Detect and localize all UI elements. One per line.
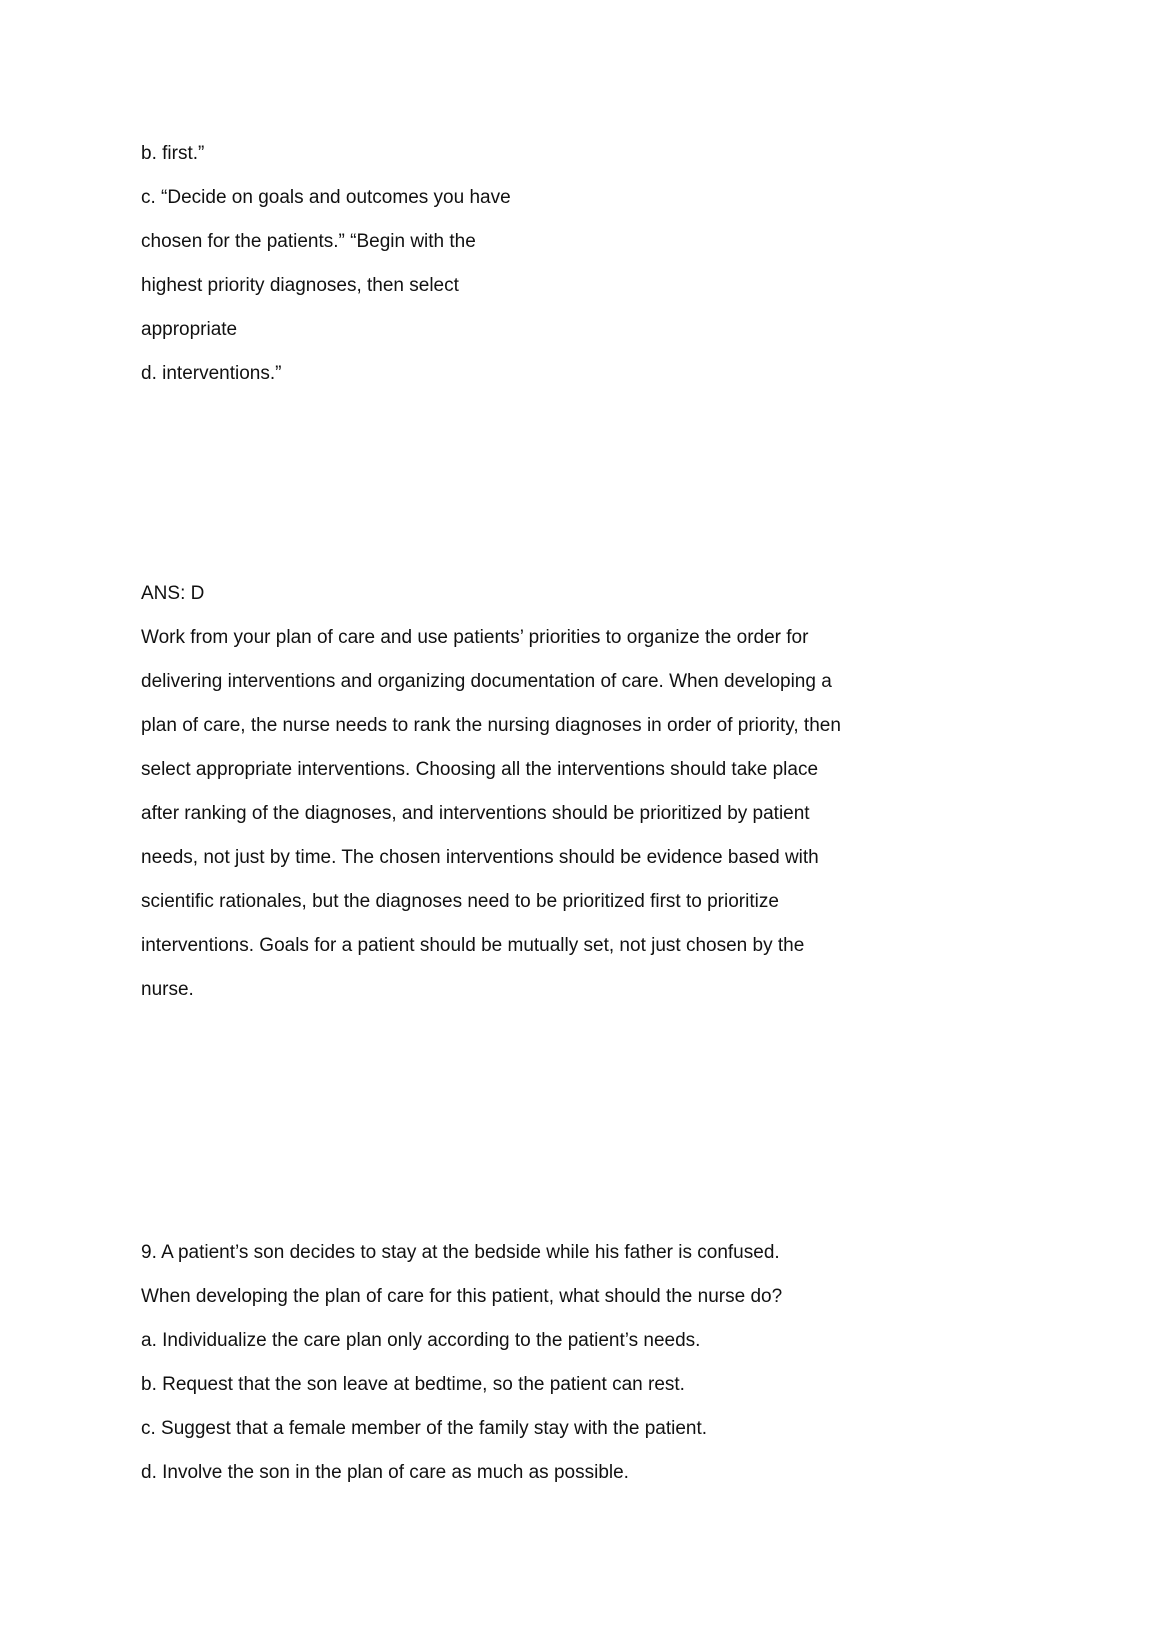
rationale-line: delivering interventions and organizing documentation of care. When developing a [141,671,832,692]
rationale-line: select appropriate interventions. Choosing all the interventions should take place [141,759,819,780]
rationale-line: after ranking of the diagnoses, and interventions should be prioritized by patient [141,803,810,824]
answer-label: ANS: D [141,583,205,604]
answer-option-c: c. Suggest that a female member of the family stay with the patient. [141,1418,708,1439]
answer-option-b: b. Request that the son leave at bedtime, so the patient can rest. [141,1374,685,1395]
option-line: appropriate [141,319,238,340]
option-line: b. first.” [141,143,205,164]
option-line: highest priority diagnoses, then select [141,275,459,296]
answer-option-a: a. Individualize the care plan only according to the patient’s needs. [141,1330,701,1351]
question-9 [141,1231,901,1495]
rationale-line: needs, not just by time. The chosen interventions should be evidence based with [141,847,819,868]
rationale-line: interventions. Goals for a patient should be mutually set, not just chosen by the [141,935,805,956]
rationale-line: plan of care, the nurse needs to rank the nursing diagnoses in order of priority, then [141,715,841,736]
rationale-line: nurse. [141,979,194,1000]
rationale-line: Work from your plan of care and use patients’ priorities to organize the order for [141,627,809,648]
previous-question-continuation [141,132,901,396]
question-stem-line: When developing the plan of care for this patient, what should the nurse do? [141,1286,783,1307]
rationale-line: scientific rationales, but the diagnoses need to be prioritized first to prioritize [141,891,779,912]
option-line: chosen for the patients.” “Begin with the [141,231,476,252]
question-stem-line: 9. A patient’s son decides to stay at the bedside while his father is confused. [141,1242,780,1263]
option-line: d. interventions.” [141,363,282,384]
option-line: c. “Decide on goals and outcomes you have [141,187,511,208]
answer-section [141,572,901,1012]
answer-option-d: d. Involve the son in the plan of care as much as possible. [141,1462,629,1483]
